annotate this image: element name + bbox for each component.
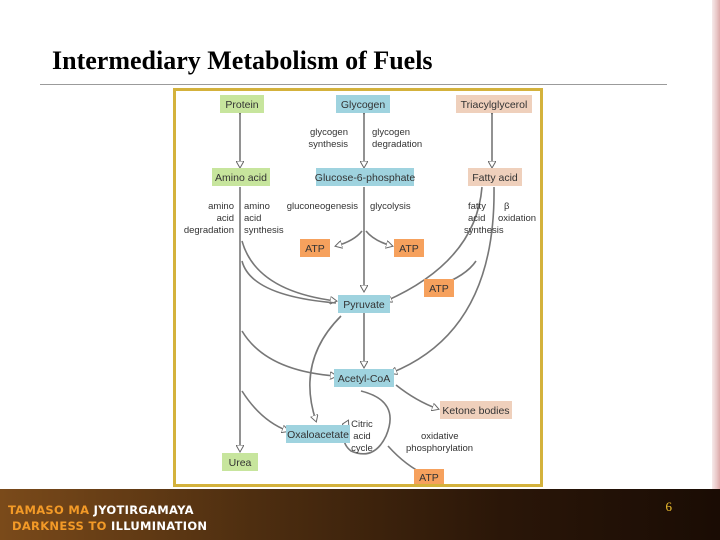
svg-text:oxidation: oxidation — [498, 213, 537, 224]
arrow-pyruvate-oxaloacetate — [310, 316, 341, 421]
label-beta-oxidation — [498, 201, 536, 224]
svg-text:Urea: Urea — [228, 457, 252, 469]
page-title: Intermediary Metabolism of Fuels — [52, 46, 433, 75]
label-oxidative-phosphorylation — [406, 431, 473, 454]
label-glycogen-synthesis — [308, 127, 348, 150]
svg-text:ATP: ATP — [429, 283, 449, 295]
box-atp-fatty-acid — [424, 279, 454, 297]
box-protein — [220, 95, 264, 113]
svg-text:oxidative: oxidative — [421, 431, 459, 442]
label-glycogen-degradation — [372, 127, 422, 150]
svg-text:amino: amino — [208, 201, 234, 212]
arrow-amino-oxaloacetate — [242, 391, 288, 431]
svg-text:degradation: degradation — [183, 225, 234, 236]
svg-text:Triacylglycerol: Triacylglycerol — [460, 99, 528, 111]
svg-text:acid: acid — [468, 213, 486, 224]
svg-text:Citric: Citric — [351, 419, 373, 430]
label-amino-acid-degradation — [184, 201, 234, 236]
box-glucose-6-phosphate — [315, 168, 416, 186]
box-ketone-bodies — [440, 401, 512, 419]
svg-text:synthesis: synthesis — [244, 225, 284, 236]
svg-text:cycle: cycle — [351, 443, 373, 454]
svg-text:Acetyl-CoA: Acetyl-CoA — [337, 373, 391, 385]
svg-text:degradation: degradation — [372, 139, 423, 150]
svg-text:acid: acid — [244, 213, 262, 224]
svg-text:glycogen: glycogen — [309, 127, 348, 138]
svg-text:ATP: ATP — [305, 243, 325, 255]
label-amino-acid-synthesis — [244, 201, 284, 236]
box-fatty-acid — [468, 168, 522, 186]
arrow-acetylcoa-ketone — [396, 385, 438, 409]
box-amino-acid — [212, 168, 270, 186]
arrow-to-atp-left — [336, 231, 362, 246]
footer-motto-line1: TAMASO MA JYOTIRGAMAYA — [8, 503, 194, 517]
svg-text:acid: acid — [353, 431, 371, 442]
arrow-amino-acetylcoa — [242, 331, 336, 376]
arrow-to-atp-right — [366, 231, 392, 246]
svg-text:Glucose-6-phosphate: Glucose-6-phosphate — [314, 172, 416, 184]
svg-text:synthesis: synthesis — [464, 225, 504, 236]
box-pyruvate — [338, 295, 390, 313]
slide-right-edge — [712, 0, 720, 540]
svg-text:fatty: fatty — [468, 201, 486, 212]
metabolism-diagram-svg — [176, 91, 540, 484]
svg-text:amino: amino — [244, 201, 270, 212]
box-triacylglycerol — [456, 95, 532, 113]
box-urea — [222, 453, 258, 471]
box-oxaloacetate — [286, 425, 350, 443]
box-acetyl-coa — [334, 369, 394, 387]
box-atp-bottom — [414, 469, 444, 484]
box-atp-left — [300, 239, 330, 257]
box-atp-right — [394, 239, 424, 257]
svg-text:Fatty acid: Fatty acid — [472, 172, 518, 184]
svg-text:acid: acid — [216, 213, 234, 224]
label-gluconeogenesis: gluconeogenesis — [286, 201, 358, 212]
metabolism-diagram — [173, 88, 543, 487]
svg-text:phosphorylation: phosphorylation — [406, 443, 474, 454]
title-divider — [40, 84, 667, 85]
box-glycogen — [336, 95, 390, 113]
svg-text:Ketone bodies: Ketone bodies — [442, 405, 510, 417]
svg-text:Oxaloacetate: Oxaloacetate — [287, 429, 349, 441]
label-glycolysis: glycolysis — [370, 201, 411, 212]
svg-text:Protein: Protein — [225, 99, 259, 111]
svg-text:ATP: ATP — [419, 472, 439, 484]
label-citric-acid-cycle — [351, 419, 373, 454]
svg-text:ATP: ATP — [399, 243, 419, 255]
page-number: 6 — [665, 499, 672, 514]
svg-text:Amino acid: Amino acid — [215, 172, 267, 184]
svg-text:Pyruvate: Pyruvate — [343, 299, 385, 311]
svg-text:synthesis: synthesis — [308, 139, 348, 150]
svg-text:β: β — [504, 201, 510, 212]
footer-motto-line2: DARKNESS TO ILLUMINATION — [12, 519, 208, 533]
svg-text:glycogen: glycogen — [372, 127, 411, 138]
svg-text:Glycogen: Glycogen — [340, 99, 386, 111]
footer-banner — [0, 489, 720, 540]
